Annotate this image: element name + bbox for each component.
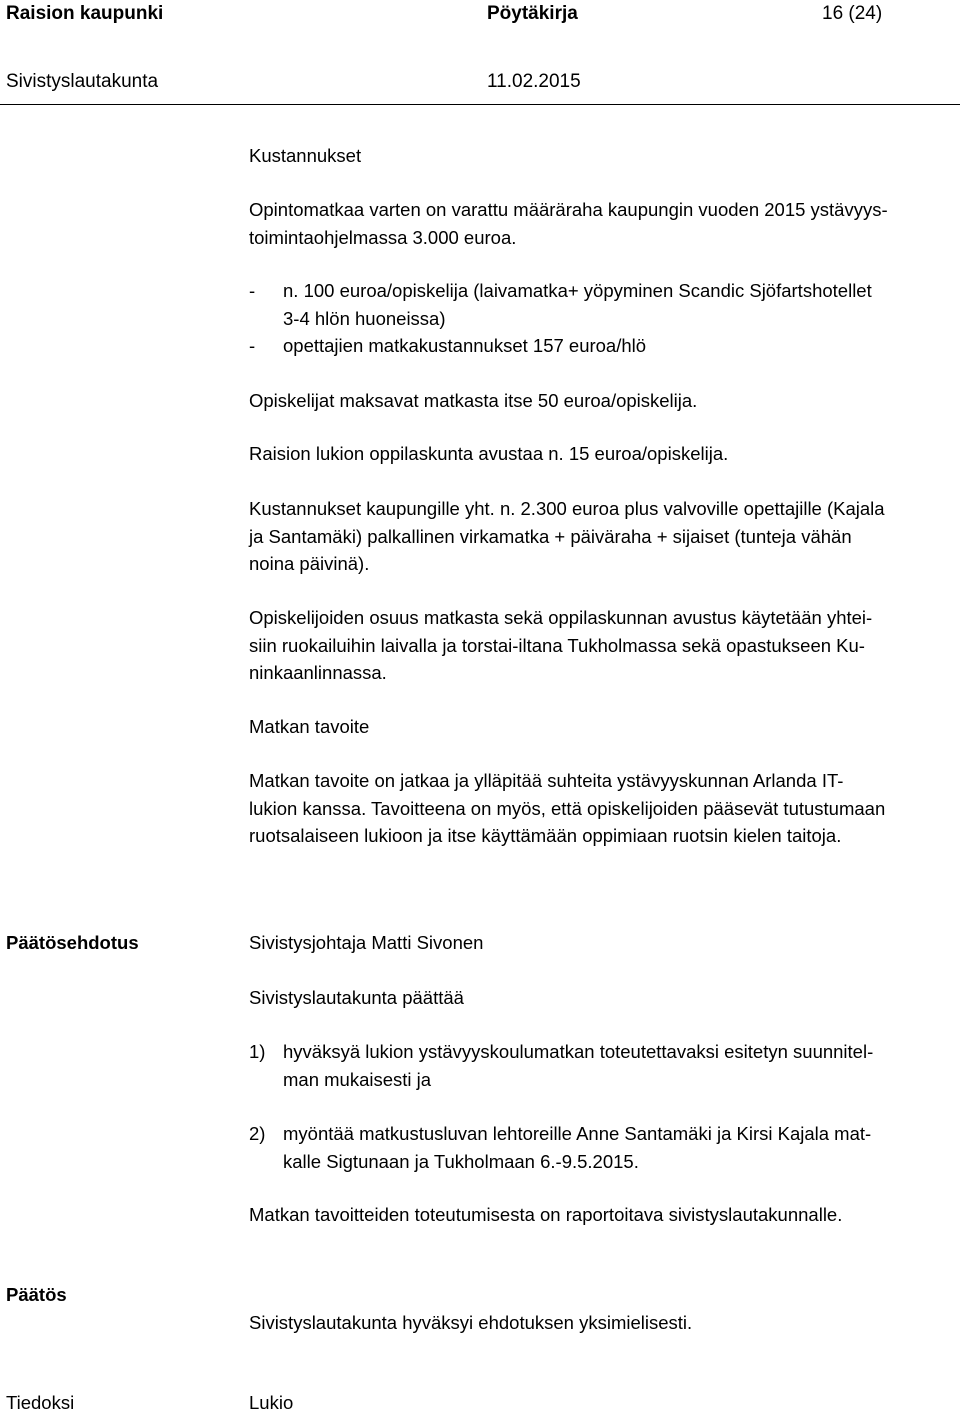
decision-label: Päätös: [6, 1284, 67, 1305]
goal-line-3: ruotsalaiseen lukioon ja itse käyttämään oppimiaan ruotsin kielen taitoja.: [249, 825, 842, 846]
share-line-1: Opiskelijoiden osuus matkasta sekä oppilaskunnan avustus käytetään yhtei-: [249, 607, 873, 628]
proposal-presenter: Sivistysjohtaja Matti Sivonen: [249, 932, 484, 953]
page-number: 16 (24): [822, 3, 883, 24]
budget-line-1: Opintomatkaa varten on varattu määräraha kaupungin vuoden 2015 ystävyys-: [249, 199, 888, 220]
goal-heading: Matkan tavoite: [249, 716, 370, 737]
board-name: Sivistyslautakunta: [6, 71, 159, 92]
city-costs-line-3: noina päivinä).: [249, 553, 370, 574]
student-council-aid: Raision lukion oppilaskunta avustaa n. 15 euroa/opiskelija.: [249, 443, 729, 464]
city-costs-line-2: ja Santamäki) palkallinen virkamatka + päiväraha + sijaiset (tunteja vähän: [249, 526, 852, 547]
organization-name: Raision kaupunki: [6, 3, 164, 24]
document-type: Pöytäkirja: [487, 3, 578, 24]
bullet-dash: -: [249, 335, 256, 356]
proposal-label: Päätösehdotus: [6, 932, 139, 953]
costs-heading: Kustannukset: [249, 145, 362, 166]
budget-line-2: toimintaohjelmassa 3.000 euroa.: [249, 227, 517, 248]
item-number: 1): [249, 1041, 266, 1062]
item-2-line-2: kalle Sigtunaan ja Tukholmaan 6.-9.5.2015.: [283, 1151, 639, 1172]
decision-text: Sivistyslautakunta hyväksyi ehdotuksen yksimielisesti.: [249, 1312, 693, 1333]
bullet-1-line-1: n. 100 euroa/opiskelija (laivamatka+ yöpyminen Scandic Sjöfartshotellet: [283, 280, 872, 301]
header-divider: [0, 104, 960, 105]
report-requirement: Matkan tavoitteiden toteutumisesta on raportoitava sivistyslautakunnalle.: [249, 1204, 843, 1225]
info-label: Tiedoksi: [6, 1392, 75, 1413]
item-1-line-1: hyväksyä lukion ystävyyskoulumatkan toteutettavaksi esitetyn suunnitel-: [283, 1041, 874, 1062]
item-2-line-1: myöntää matkustusluvan lehtoreille Anne Santamäki ja Kirsi Kajala mat-: [283, 1123, 872, 1144]
goal-line-1: Matkan tavoite on jatkaa ja ylläpitää suhteita ystävyyskunnan Arlanda IT-: [249, 770, 844, 791]
share-line-2: siin ruokailuihin laivalla ja torstai-iltana Tukholmassa sekä opastukseen Ku-: [249, 635, 865, 656]
students-pay: Opiskelijat maksavat matkasta itse 50 euroa/opiskelija.: [249, 390, 698, 411]
item-1-line-2: man mukaisesti ja: [283, 1069, 432, 1090]
bullet-2-line-1: opettajien matkakustannukset 157 euroa/hlö: [283, 335, 647, 356]
bullet-1-line-2: 3-4 hlön huoneissa): [283, 308, 446, 329]
goal-line-2: lukion kanssa. Tavoitteena on myös, että opiskelijoiden pääsevät tutustumaan: [249, 798, 886, 819]
proposal-decides: Sivistyslautakunta päättää: [249, 987, 464, 1008]
share-line-3: ninkaanlinnassa.: [249, 662, 387, 683]
meeting-date: 11.02.2015: [487, 71, 581, 92]
city-costs-line-1: Kustannukset kaupungille yht. n. 2.300 euroa plus valvoville opettajille (Kajala: [249, 498, 885, 519]
item-number: 2): [249, 1123, 266, 1144]
bullet-dash: -: [249, 280, 256, 301]
info-recipient: Lukio: [249, 1392, 294, 1413]
